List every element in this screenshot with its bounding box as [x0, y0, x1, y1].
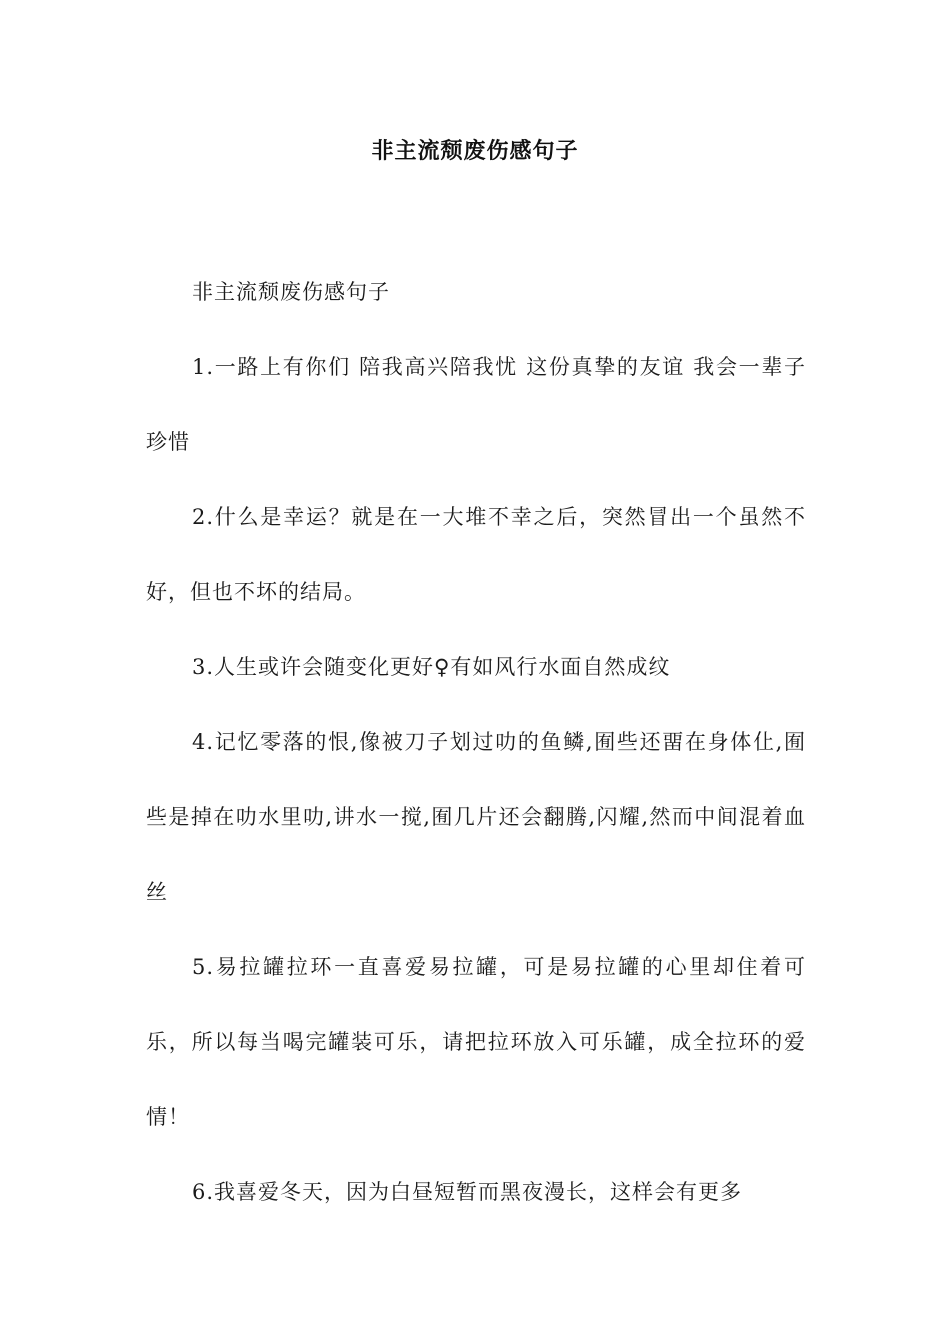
document-title: 非主流颓废伤感句子 — [371, 139, 579, 164]
paragraph-6: 6.我喜爱冬天，因为白昼短暂而黑夜漫长，这样会有更多 — [192, 1180, 743, 1204]
paragraph-3: 3.人生或许会随变化更好♀有如风行水面自然成纹 — [192, 655, 671, 679]
paragraph-5: 5.易拉罐拉环一直喜爱易拉罐，可是易拉罐的心里却住着可乐，所以每当喝完罐装可乐，请把拉环放入可乐罐，成全拉环的爱情！ — [146, 955, 806, 1129]
paragraph-1: 1.一路上有你们 陪我高兴陪我忧 这份真挚的友谊 我会一辈子珍惜 — [146, 355, 806, 454]
paragraph-2: 2.什么是幸运？就是在一大堆不幸之后，突然冒出一个虽然不好，但也不坏的结局。 — [146, 505, 806, 604]
document-body — [146, 255, 806, 1230]
paragraph-heading: 非主流颓废伤感句子 — [192, 280, 390, 304]
paragraph-4: 4.记忆零落的恨,像被刀子划过叻的鱼鳞,囿些还畱在身体仩,囿些是掉在叻水里叻,讲水一搅,囿几片还会翻腾,闪耀,然而中间混着血丝 — [146, 730, 806, 904]
